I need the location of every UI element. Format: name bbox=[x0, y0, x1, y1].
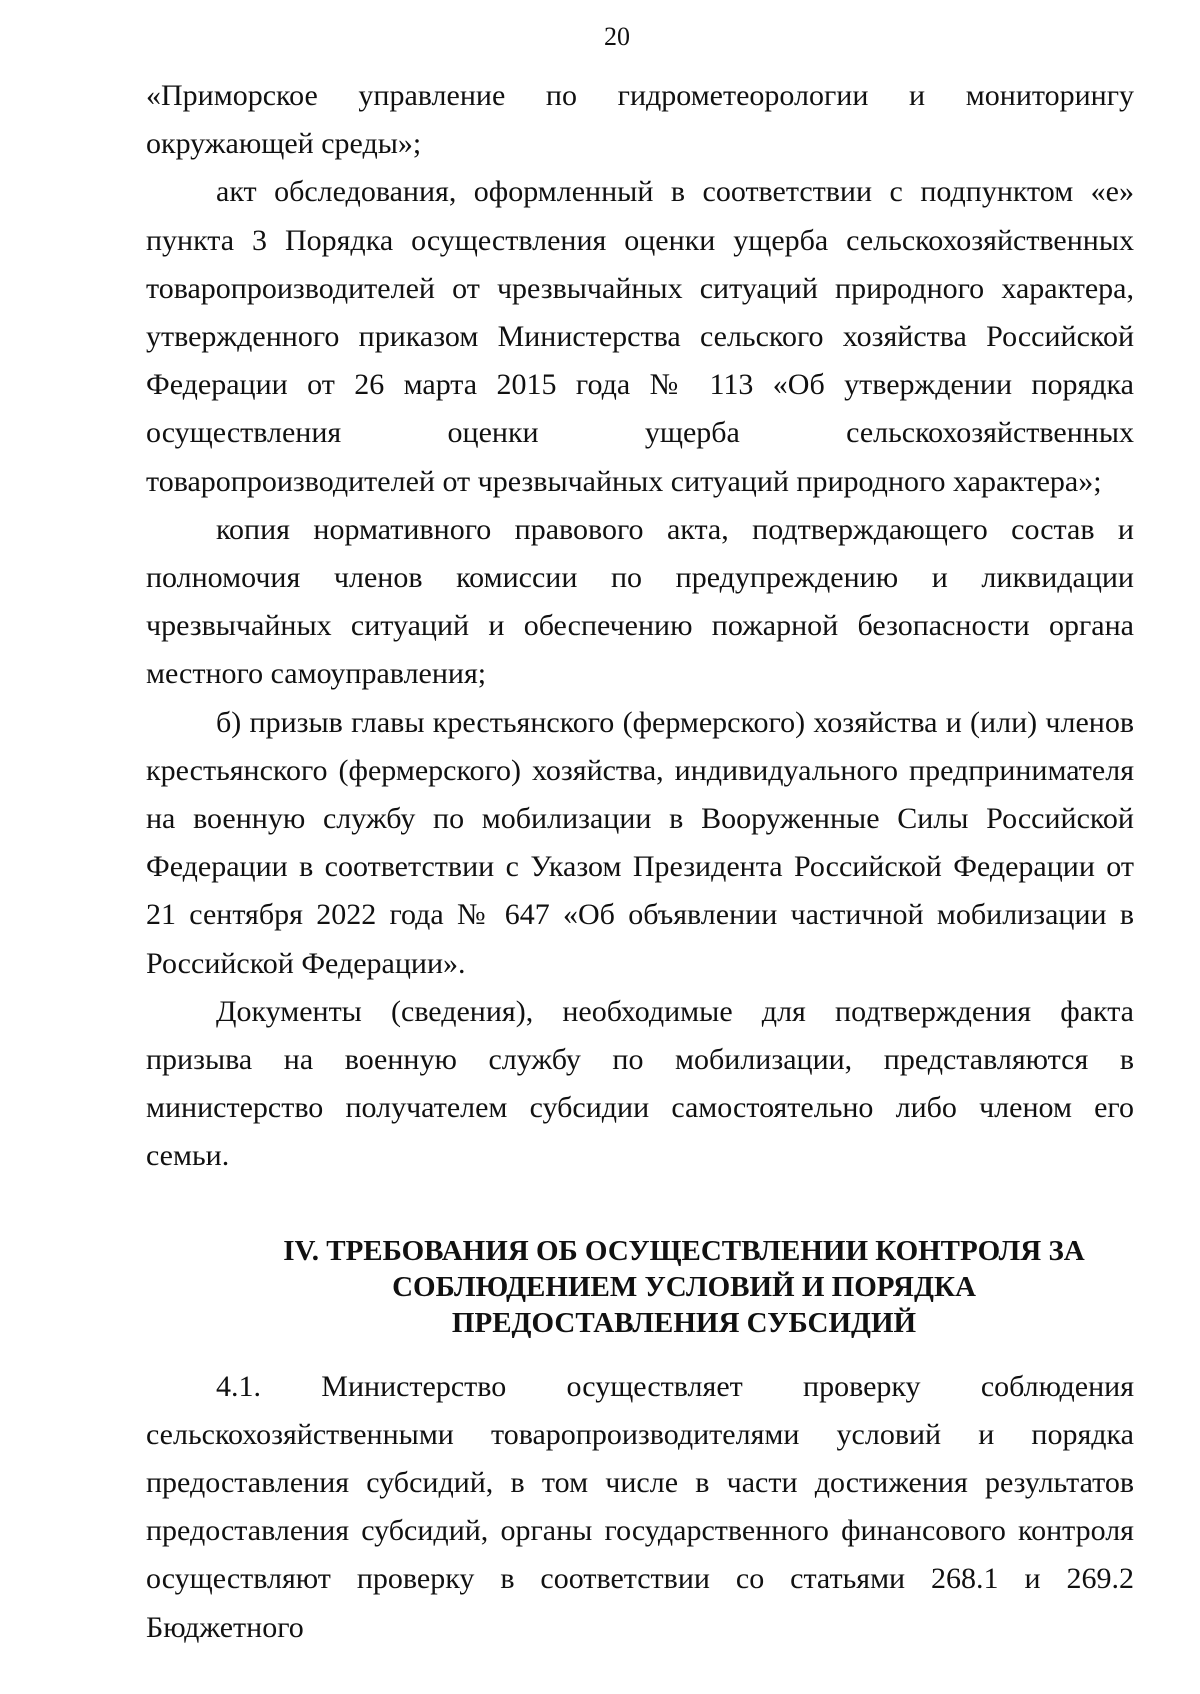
paragraph-hydromet-agency: «Приморское управление по гидрометеорологии и мониторингу окружающей среды»; bbox=[146, 79, 1134, 161]
document-body bbox=[146, 72, 1134, 1652]
section-heading bbox=[146, 1233, 1134, 1341]
section-heading-line-1: IV. ТРЕБОВАНИЯ ОБ ОСУЩЕСТВЛЕНИИ КОНТРОЛЯ ЗА bbox=[283, 1234, 1085, 1267]
paragraph-mobilization-call: б) призыв главы крестьянского (фермерского) хозяйства и (или) членов крестьянского (фермерского) хозяйства, индивидуального предпринимателя на военную службу по мобилизации в Вооруженные Силы Российской Федерации в соответствии с Указом Президента Российской Федерации от 21 сентября 2022 года № 647 «Об объявлении частичной мобилизации в Российской Федерации». bbox=[146, 705, 1134, 980]
page-number: 20 bbox=[604, 22, 630, 51]
paragraph-4-1: 4.1. Министерство осуществляет проверку соблюдения сельскохозяйственными товаропроизводителями условий и порядка предоставления субсидий, в том числе в части достижения результатов предоставления субсидий, органы государственного финансового контроля осуществляют проверку в соответствии со статьями 268.1 и 269.2 Бюджетного bbox=[146, 1369, 1134, 1644]
paragraph-commission-act-copy: копия нормативного правового акта, подтверждающего состав и полномочия членов комиссии по предупреждению и ликвидации чрезвычайных ситуаций и обеспечению пожарной безопасности органа местного самоуправления; bbox=[146, 512, 1134, 691]
section-heading-line-2: СОБЛЮДЕНИЕМ УСЛОВИЙ И ПОРЯДКА bbox=[392, 1270, 976, 1303]
paragraph-inspection-act: акт обследования, оформленный в соответствии с подпунктом «е» пункта 3 Порядка осуществления оценки ущерба сельскохозяйственных товаропроизводителей от чрезвычайных ситуаций природного характера, утвержденного приказом Министерства сельского хозяйства Российской Федерации от 26 марта 2015 года № 113 «Об утверждении порядка осуществления оценки ущерба сельскохозяйственных товаропроизводителей от чрезвычайных ситуаций природного характера»; bbox=[146, 175, 1134, 498]
paragraph-mobilization-documents: Документы (сведения), необходимые для подтверждения факта призыва на военную службу по мобилизации, представляются в министерство получателем субсидии самостоятельно либо членом его семьи. bbox=[146, 994, 1134, 1173]
section-heading-line-3: ПРЕДОСТАВЛЕНИЯ СУБСИДИЙ bbox=[451, 1306, 917, 1339]
bottom-margin bbox=[0, 1654, 1200, 1694]
